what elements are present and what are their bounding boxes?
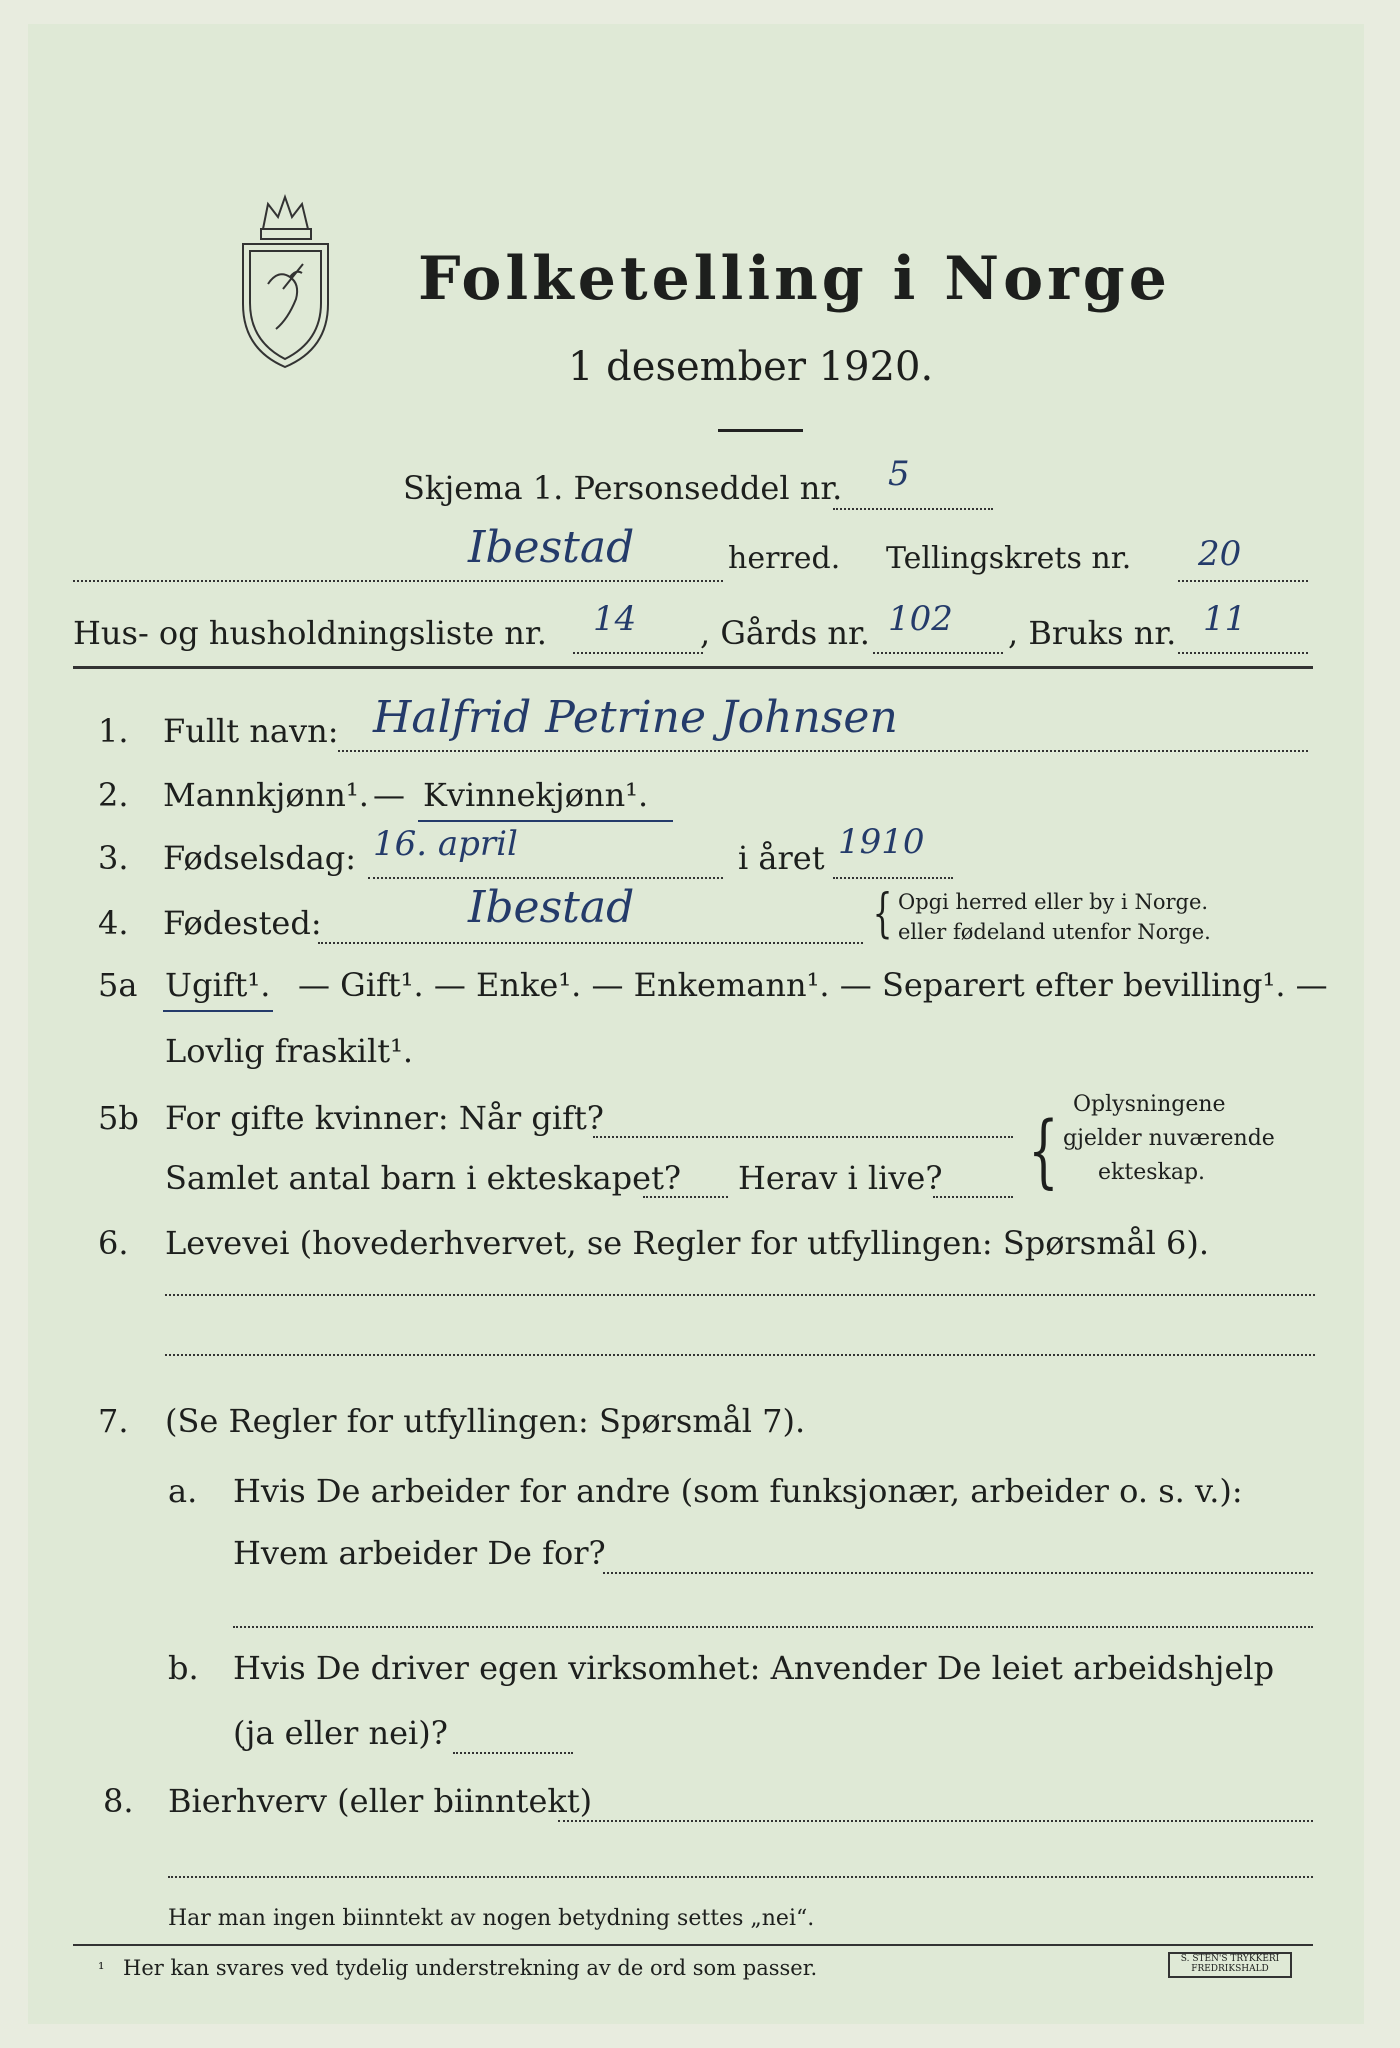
unmarried-option[interactable]: Ugift¹. <box>165 966 271 1004</box>
q5b-line1: For gifte kvinner: Når gift? <box>165 1099 604 1137</box>
q4-brace: { <box>872 884 893 944</box>
unmarried-underline <box>163 1010 273 1012</box>
q5a-number: 5a <box>98 966 138 1004</box>
male-option[interactable]: Mannkjønn¹. <box>163 776 369 814</box>
full-name-value[interactable]: Halfrid Petrine Johnsen <box>373 692 898 743</box>
q7b-line1: Hvis De driver egen virksomhet: Anvender De leiet arbeidshjelp <box>233 1649 1275 1687</box>
q5b-note-3: ekteskap. <box>1098 1160 1206 1185</box>
female-option[interactable]: Kvinnekjønn¹. <box>423 776 649 814</box>
gards-dotline <box>873 652 1003 654</box>
form-title: Folketelling i Norge <box>418 244 1171 314</box>
q4-label: Fødested: <box>163 904 322 942</box>
q7a-number: a. <box>168 1472 198 1510</box>
footer-rule <box>73 1944 1313 1946</box>
q5b-brace: { <box>1028 1104 1059 1197</box>
schema-value[interactable]: 5 <box>888 454 910 494</box>
q5b-note-2: gjelder nuværende <box>1063 1126 1275 1151</box>
q5b-note-1: Oplysningene <box>1073 1092 1226 1117</box>
q1-dotline <box>338 750 1308 752</box>
q5b-children: Samlet antal barn i ekteskapet? <box>165 1159 682 1197</box>
hus-label: Hus- og husholdningsliste nr. <box>73 614 547 652</box>
side-income-dotline-2[interactable] <box>168 1876 1313 1878</box>
q3-year-dotline <box>833 877 953 879</box>
q8-number: 8. <box>103 1782 134 1820</box>
q6-label: Levevei (hovederhvervet, se Regler for utfyllingen: Spørsmål 6). <box>165 1224 1210 1262</box>
q4-dotline <box>318 942 863 944</box>
q3-number: 3. <box>98 839 129 877</box>
q7b-number: b. <box>168 1649 199 1687</box>
footer-note: Har man ingen biinntekt av nogen betydning settes „nei“. <box>168 1906 815 1931</box>
q4-note-1: Opgi herred eller by i Norge. <box>898 890 1209 914</box>
q6-dotline-2[interactable] <box>165 1354 1315 1356</box>
q1-number: 1. <box>98 712 129 750</box>
q1-label: Fullt navn: <box>163 712 339 750</box>
q6-dotline-1[interactable] <box>165 1294 1315 1296</box>
side-income-dotline[interactable] <box>558 1820 1313 1822</box>
herred-label: herred. <box>728 541 841 576</box>
q8-label: Bierhverv (eller biinntekt) <box>168 1782 593 1820</box>
q6-number: 6. <box>98 1224 129 1262</box>
title-divider <box>718 429 803 432</box>
schema-dotline <box>833 508 993 510</box>
marital-options[interactable]: — Gift¹. — Enke¹. — Enkemann¹. — Separert efter bevilling¹. — <box>298 966 1328 1004</box>
children-dotline[interactable] <box>643 1196 728 1198</box>
tellingskrets-label: Tellingskrets nr. <box>886 541 1132 576</box>
q5b-number: 5b <box>98 1099 139 1137</box>
tellingskrets-dotline <box>1178 580 1308 582</box>
divorced-option[interactable]: Lovlig fraskilt¹. <box>165 1032 414 1070</box>
birthday-value[interactable]: 16. april <box>373 824 518 864</box>
hired-help-dotline[interactable] <box>453 1752 573 1754</box>
q3-year-label: i året <box>738 839 825 877</box>
schema-label: Skjema 1. Personseddel nr. <box>403 469 843 507</box>
form-date: 1 desember 1920. <box>568 344 934 390</box>
q4-number: 4. <box>98 904 129 942</box>
tellingskrets-value[interactable]: 20 <box>1198 534 1242 574</box>
employer-dotline[interactable] <box>603 1572 1313 1574</box>
footnote-mark: ¹ <box>98 1959 105 1978</box>
q7a-line1: Hvis De arbeider for andre (som funksjonær, arbeider o. s. v.): <box>233 1472 1243 1510</box>
alive-dotline[interactable] <box>933 1196 1013 1198</box>
herred-dotline <box>73 580 723 582</box>
q3-dotline <box>368 877 723 879</box>
q2-dash: — <box>373 776 405 814</box>
birth-year-value[interactable]: 1910 <box>838 822 925 862</box>
q2-number: 2. <box>98 776 129 814</box>
gards-value[interactable]: 102 <box>888 599 953 639</box>
q4-note-2: eller fødeland utenfor Norge. <box>898 920 1211 944</box>
birthplace-value[interactable]: Ibestad <box>468 882 635 933</box>
footnote-text: Her kan svares ved tydelig understrekning av de ord som passer. <box>123 1956 818 1980</box>
coat-of-arms-icon <box>228 189 343 369</box>
employer-dotline-2[interactable] <box>233 1626 1313 1628</box>
q7-label: (Se Regler for utfyllingen: Spørsmål 7). <box>165 1402 806 1440</box>
q7b-line2: (ja eller nei)? <box>233 1714 448 1752</box>
q5b-alive: Herav i live? <box>738 1159 943 1197</box>
gards-label: , Gårds nr. <box>700 614 870 652</box>
hus-value[interactable]: 14 <box>593 599 637 639</box>
header-rule <box>73 666 1313 669</box>
bruks-dotline <box>1178 652 1308 654</box>
q3-label: Fødselsdag: <box>163 839 357 877</box>
hus-dotline <box>573 652 703 654</box>
q7-number: 7. <box>98 1402 129 1440</box>
married-when-dotline[interactable] <box>593 1136 1013 1138</box>
bruks-value[interactable]: 11 <box>1203 599 1247 639</box>
female-underline <box>418 820 673 822</box>
printer-stamp: S. STEN'S TRYKKERI FREDRIKSHALD <box>1168 1952 1292 1978</box>
bruks-label: , Bruks nr. <box>1008 614 1177 652</box>
census-form <box>28 24 1364 2024</box>
herred-value[interactable]: Ibestad <box>468 522 635 573</box>
q7a-line2: Hvem arbeider De for? <box>233 1534 606 1572</box>
